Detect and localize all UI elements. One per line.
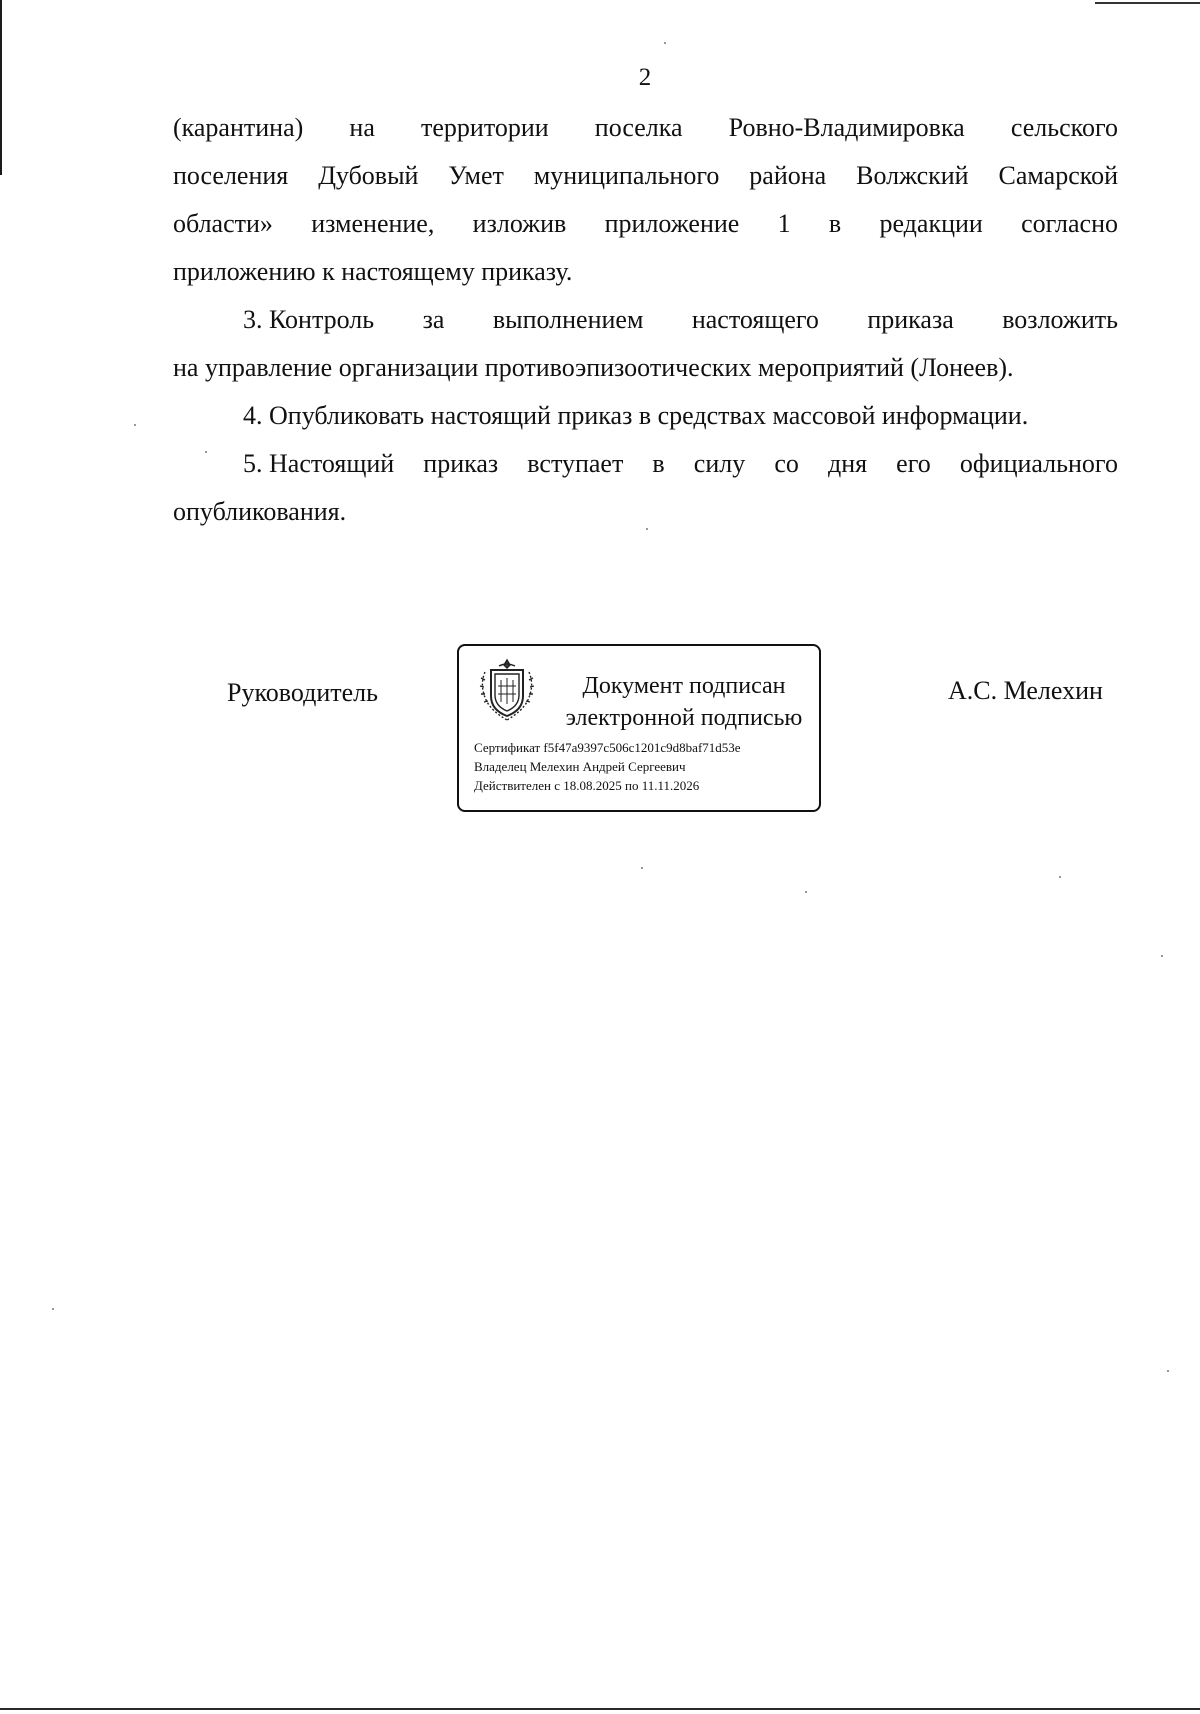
stamp-title-line: Документ подписан [582, 673, 786, 699]
text-line: опубликования. [173, 497, 347, 526]
coat-of-arms-icon [475, 656, 539, 726]
word: Умет [448, 161, 504, 190]
word: поселка [594, 113, 683, 142]
scan-speck [52, 1308, 54, 1310]
stamp-title [549, 670, 819, 734]
word: сельского [1010, 113, 1118, 142]
electronic-signature-stamp [457, 644, 821, 812]
page-number: 2 [638, 64, 652, 91]
scan-speck [1167, 1370, 1169, 1372]
word: области» [173, 209, 273, 238]
word: на [349, 113, 375, 142]
scan-speck [641, 867, 643, 869]
word: вступает [527, 449, 624, 478]
word: Дубовый [318, 161, 419, 190]
document-body [173, 104, 1118, 536]
signer-name: А.С. Мелехин [948, 676, 1103, 705]
word: редакции [879, 209, 983, 238]
word: Самарской [998, 161, 1118, 190]
word: территории [421, 113, 549, 142]
word: в [652, 449, 665, 478]
word: приказа [867, 305, 954, 334]
word: за [422, 305, 445, 334]
scan-edge-top [1095, 2, 1200, 4]
word: поселения [173, 161, 289, 190]
word: изменение, [311, 209, 435, 238]
word: приказ [423, 449, 499, 478]
word: Волжский [856, 161, 969, 190]
word: выполнением [492, 305, 644, 334]
stamp-title-line: электронной подписью [565, 705, 803, 731]
word: в [828, 209, 842, 238]
stamp-details [474, 738, 814, 795]
word: официального [959, 449, 1118, 478]
word: со [774, 449, 799, 478]
word: 3. Контроль [243, 305, 375, 334]
word: согласно [1021, 209, 1118, 238]
word: (карантина) [173, 113, 304, 142]
text-line [173, 296, 1118, 344]
word: силу [693, 449, 746, 478]
word: приложение [604, 209, 740, 238]
certificate-number: Сертификат f5f47a9397c506c1201c9d8baf71d53e [474, 740, 741, 755]
text-line: на управление организации противоэпизоотических мероприятий (Лонеев). [173, 353, 1014, 382]
scan-speck [664, 42, 666, 44]
certificate-owner: Владелец Мелехин Андрей Сергеевич [474, 759, 686, 774]
text-line: приложению к настоящему приказу. [173, 257, 573, 286]
word: 1 [777, 209, 791, 238]
word: его [896, 449, 931, 478]
word: изложив [472, 209, 567, 238]
text-line [173, 440, 1118, 488]
text-line [173, 152, 1118, 200]
word: Ровно-Владимировка [728, 113, 965, 142]
word: дня [827, 449, 868, 478]
signature-block [0, 644, 1200, 819]
scan-edge-bottom [0, 1708, 1200, 1710]
text-line [173, 104, 1118, 152]
word: настоящего [691, 305, 819, 334]
scan-speck [134, 424, 136, 426]
text-line: 4. Опубликовать настоящий приказ в средствах массовой информации. [243, 401, 1029, 430]
word: района [749, 161, 827, 190]
scan-speck [1161, 955, 1163, 957]
scan-speck [805, 891, 807, 893]
word: муниципального [533, 161, 720, 190]
word: возложить [1002, 305, 1118, 334]
text-line [173, 200, 1118, 248]
signer-position: Руководитель [227, 678, 378, 707]
word: 5. Настоящий [243, 449, 395, 478]
scan-speck [1059, 876, 1061, 878]
certificate-validity: Действителен с 18.08.2025 по 11.11.2026 [474, 778, 700, 793]
